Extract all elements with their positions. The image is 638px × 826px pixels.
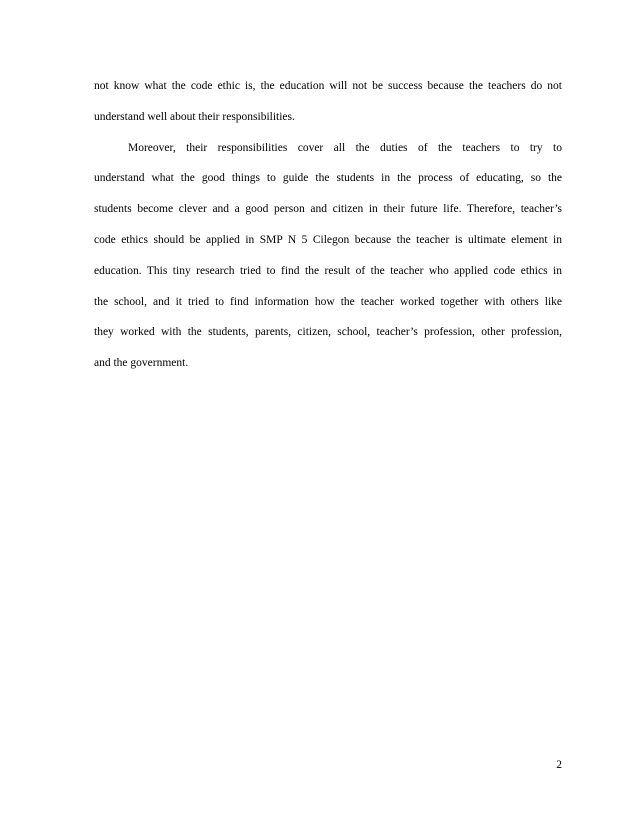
paragraph-first-line: Moreover, their responsibilities cover all the duties of the teachers to try to <box>128 141 562 154</box>
text-line: the school, and it tried to find information how the teacher worked together with others like <box>94 295 562 308</box>
text-line: and the government. <box>94 357 189 370</box>
text-line: students become clever and a good person and citizen in their future life. Therefore, teacher’s <box>94 203 562 216</box>
text-line: code ethics should be applied in SMP N 5 Cilegon because the teacher is ultimate element in <box>94 233 562 246</box>
text-line: not know what the code ethic is, the education will not be success because the teachers do not <box>94 80 562 92</box>
text-line: understand what the good things to guide the students in the process of educating, so the <box>94 172 562 185</box>
text-line: understand well about their responsibilities. <box>94 110 295 123</box>
text-line: education. This tiny research tried to find the result of the teacher who applied code ethics in <box>94 264 562 277</box>
text-line: they worked with the students, parents, citizen, school, teacher’s profession, other profession, <box>94 326 562 339</box>
body-text <box>94 71 562 379</box>
page-number: 2 <box>556 759 562 771</box>
